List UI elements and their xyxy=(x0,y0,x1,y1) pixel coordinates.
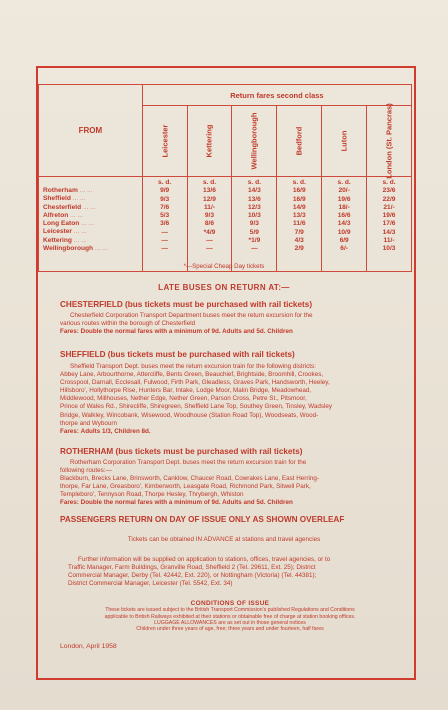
fare-cell: 16/9 xyxy=(292,195,306,203)
fare-cell: 5/9 xyxy=(249,228,259,236)
from-header: FROM xyxy=(39,85,143,177)
passengers-return-heading: PASSENGERS RETURN ON DAY OF ISSUE ONLY AS SHOWN OVERLEAF xyxy=(60,515,345,524)
rotherham-line: Blackburn, Brecks Lane, Brinsworth, Canklow, Chaucer Road, Cowrakes Lane, East Herring- xyxy=(60,475,319,483)
fare-cell: 16/6 xyxy=(337,212,351,220)
station-name: Kettering ... ... xyxy=(43,236,87,244)
station-name: Chesterfield ... ... xyxy=(43,203,96,211)
station-name: Alfreton ... ... xyxy=(43,211,83,219)
fare-cell: 11/6 xyxy=(293,220,306,228)
station-name: Rotherham ... ... xyxy=(43,187,93,194)
chesterfield-line-2: various routes within the borough of Chesterfield xyxy=(60,320,196,328)
stations-column xyxy=(39,177,143,272)
fare-cell: — xyxy=(161,228,168,236)
late-buses-heading: LATE BUSES ON RETURN AT:— xyxy=(158,283,290,292)
station-name: Wellingborough ... ... xyxy=(43,245,108,253)
rotherham-line: thorpe, Far Lane, Greasboro', Kimberworth, Leasgate Road, Richmond Park, Sitwell Park, xyxy=(60,483,311,491)
condition-line: Children under three years of age, free; three years and under fourteen, half fares xyxy=(136,626,324,633)
fare-cell: 10/3 xyxy=(382,245,396,253)
sheffield-line: Sheffield Transport Dept. buses meet the return excursion train for the following districts: xyxy=(70,363,316,370)
fare-cell: 20/- xyxy=(338,187,350,195)
chesterfield-text xyxy=(60,312,400,336)
chesterfield-fares-label: Fares: xyxy=(60,328,79,336)
fare-cell: *4/9 xyxy=(203,228,216,236)
fare-cell: 7/9 xyxy=(294,228,304,236)
fare-cell: 22/9 xyxy=(382,195,396,203)
fare-cell: 3/6 xyxy=(160,220,170,228)
sheffield-line: Crosspool, Darnall, Ecclesall, Fulwood, Firth Park, Gleadless, Graves Park, Handsworth, Heeley, xyxy=(60,379,330,387)
info-line: Further information will be supplied on application to stations, offices, travel agencies, or to xyxy=(78,556,331,563)
condition-line: LUGGAGE ALLOWANCES are as set out in those general notices xyxy=(154,619,306,626)
destination-header-1 xyxy=(187,106,232,177)
conditions-of-issue xyxy=(60,601,400,632)
sheffield-line: Abbey Lane, Arbourthorne, Attercliffe, Bents Green, Beauchief, Brightside, Broomhill, Crookes, xyxy=(60,371,324,379)
fare-cell: — xyxy=(161,245,168,253)
destination-label: Leicester xyxy=(160,124,170,158)
fare-cell: 13/6 xyxy=(203,187,216,195)
sheffield-line: Middlewood, Millhouses, Nether Edge, Nether Green, Parson Cross, Petre St., Pitsmoor, xyxy=(60,395,307,403)
info-line: Traffic Manager, Farm Buildings, Granville Road, Sheffield 2 (Tel. 29611, Ext. 25); District xyxy=(68,564,316,572)
fare-cell: 12/3 xyxy=(247,203,261,211)
sheffield-line: Hillsboro', Hollythorpe Rise, Hunters Bar, Intake, Lodge Moor, Malin Bridge, Meadowhead, xyxy=(60,387,312,395)
rotherham-line: Rotherham Corporation Transport Dept. buses meet the return excursion train for the xyxy=(70,459,307,466)
fare-cell: 14/3 xyxy=(247,187,261,195)
fare-cell: 19/6 xyxy=(337,195,351,203)
fare-cell: — xyxy=(206,245,213,253)
leader-dots: ... ... xyxy=(81,203,96,211)
fares-column-5 xyxy=(367,177,412,272)
chesterfield-line-1: Chesterfield Corporation Transport Department buses meet the return excursion for the xyxy=(70,312,313,319)
destination-label: Wellingborough xyxy=(249,112,259,170)
unit-label: s. d. xyxy=(247,179,261,186)
condition-line: These tickets are issued subject to the British Transport Commission's published Regulations and Conditions xyxy=(105,607,355,614)
fare-cell: 8/6 xyxy=(204,220,215,228)
fare-cell: 9/3 xyxy=(160,195,170,203)
sheffield-fares: Adults 1/3, Children 8d. xyxy=(80,427,151,435)
fare-cell: 19/6 xyxy=(382,212,396,220)
sheffield-line: Prince of Wales Rd., Shirecliffe, Shiregreen, Sheffield Lane Top, Southey Green, Tinsley, Wadsley xyxy=(60,403,333,411)
sheffield-line: Bridge, Walkley, Wincobank, Wisewood, Woodhouse (Station Road Top), Woodseats, Wood- xyxy=(60,411,319,419)
condition-line: applicable to British Railways exhibited at their stations or obtainable free of charge at station booking offices. xyxy=(104,613,356,620)
fare-table xyxy=(38,84,412,260)
rotherham-line: Templeboro', Tennyson Road, Thorpe Hesley, Thrybergh, Whiston xyxy=(60,491,244,499)
rotherham-line: following routes:— xyxy=(60,467,112,475)
fare-cell: 5/3 xyxy=(160,212,170,220)
unit-label: s. d. xyxy=(337,179,351,186)
destination-header-5 xyxy=(367,103,412,179)
unit-label: s. d. xyxy=(158,179,172,186)
station-name: Long Eaton ... ... xyxy=(43,220,94,228)
destination-label: Bedford xyxy=(294,126,304,156)
destination-header-4 xyxy=(322,106,367,177)
fare-cell: 6/- xyxy=(340,245,348,253)
fare-cell: *1/9 xyxy=(248,237,261,245)
destination-label: London (St. Pancras) xyxy=(384,103,394,179)
fare-cell: — xyxy=(161,237,168,245)
fare-cell: — xyxy=(251,245,258,253)
leader-dots: ... ... xyxy=(93,245,108,253)
sheffield-fares-label: Fares: xyxy=(60,427,79,435)
fare-cell: — xyxy=(206,237,213,245)
fare-cell: 11/- xyxy=(203,203,215,211)
fare-cell: 14/3 xyxy=(337,220,351,228)
sheffield-text xyxy=(60,363,400,436)
fares-column-2 xyxy=(232,177,277,272)
fare-cell: 4/3 xyxy=(294,237,304,245)
fare-cell: 23/6 xyxy=(382,187,396,195)
station-name: Sheffield ... ... xyxy=(43,195,86,203)
fare-cell: 2/9 xyxy=(294,245,304,253)
fare-cell: 13/6 xyxy=(247,195,261,203)
fares-column-1 xyxy=(187,177,232,272)
leader-dots: ... ... xyxy=(70,195,86,203)
leader-dots: ... ... xyxy=(71,228,87,236)
fare-cell: 9/3 xyxy=(249,220,259,228)
info-line: Commercial Manager, Derby (Tel. 42442, Ext. 220), or Nottingham (Victoria) (Tel. 44381); xyxy=(68,572,317,580)
sheffield-line: thorpe and Wybourn xyxy=(60,419,118,427)
fare-cell: 7/6 xyxy=(160,203,170,211)
destination-header-3 xyxy=(277,106,322,177)
fare-cell: 11/- xyxy=(383,237,395,245)
info-line: District Commercial Manager, Leicester (Tel. 5542, Ext. 34) xyxy=(68,580,233,588)
fare-cell: 9/9 xyxy=(160,187,170,195)
fare-cell: 10/9 xyxy=(337,228,351,236)
fare-cell: 13/3 xyxy=(292,212,306,220)
destination-label: Kettering xyxy=(204,124,214,158)
fare-cell: 9/3 xyxy=(204,212,215,220)
issue-date: London, April 1958 xyxy=(60,643,117,650)
destination-header-2 xyxy=(232,106,277,177)
fare-cell: 14/9 xyxy=(292,203,306,211)
fares-column-3 xyxy=(277,177,322,272)
unit-label: s. d. xyxy=(202,179,217,186)
fare-cell: 10/3 xyxy=(247,212,261,220)
destination-label: Luton xyxy=(339,130,349,152)
fare-cell: 17/6 xyxy=(382,220,396,228)
rotherham-fares-label: Fares: xyxy=(60,499,79,507)
unit-label: s. d. xyxy=(292,179,306,186)
leader-dots: ... ... xyxy=(79,220,94,228)
station-name: Leicester ... ... xyxy=(43,228,87,236)
unit-label: s. d. xyxy=(382,179,396,186)
fares-column-0 xyxy=(142,177,187,272)
fare-cell: 16/9 xyxy=(292,187,306,195)
cheap-day-footnote: *—Special Cheap Day tickets xyxy=(183,263,265,270)
leader-dots: ... ... xyxy=(68,211,83,219)
rotherham-title: ROTHERHAM (bus tickets must be purchased with rail tickets) xyxy=(60,447,303,456)
destination-header-0 xyxy=(142,106,187,177)
fare-cell: 18/- xyxy=(338,203,350,211)
fares-column-4 xyxy=(322,177,367,272)
rotherham-fares: Double the normal fares with a minimum of 9d. Adults and 5d. Children xyxy=(80,499,293,507)
further-information xyxy=(68,556,388,588)
fare-cell: 12/9 xyxy=(203,195,216,203)
chesterfield-title: CHESTERFIELD (bus tickets must be purchased with rail tickets) xyxy=(60,300,313,309)
conditions-title: CONDITIONS OF ISSUE xyxy=(190,600,270,607)
fare-cell: 21/- xyxy=(383,203,395,211)
sheffield-title: SHEFFIELD (bus tickets must be purchased with rail tickets) xyxy=(60,350,295,359)
return-fares-header: Return fares second class xyxy=(142,85,411,106)
advance-tickets-note: Tickets can be obtained IN ADVANCE at stations and travel agencies xyxy=(127,536,321,543)
chesterfield-fares: Double the normal fares with a minimum of 9d. Adults and 5d. Children xyxy=(80,328,293,336)
leader-dots: ... ... xyxy=(71,236,87,244)
rotherham-text xyxy=(60,459,400,508)
fare-cell: 6/9 xyxy=(339,237,349,245)
leader-dots: ... ... xyxy=(77,187,93,194)
fare-cell: 14/3 xyxy=(382,228,396,236)
